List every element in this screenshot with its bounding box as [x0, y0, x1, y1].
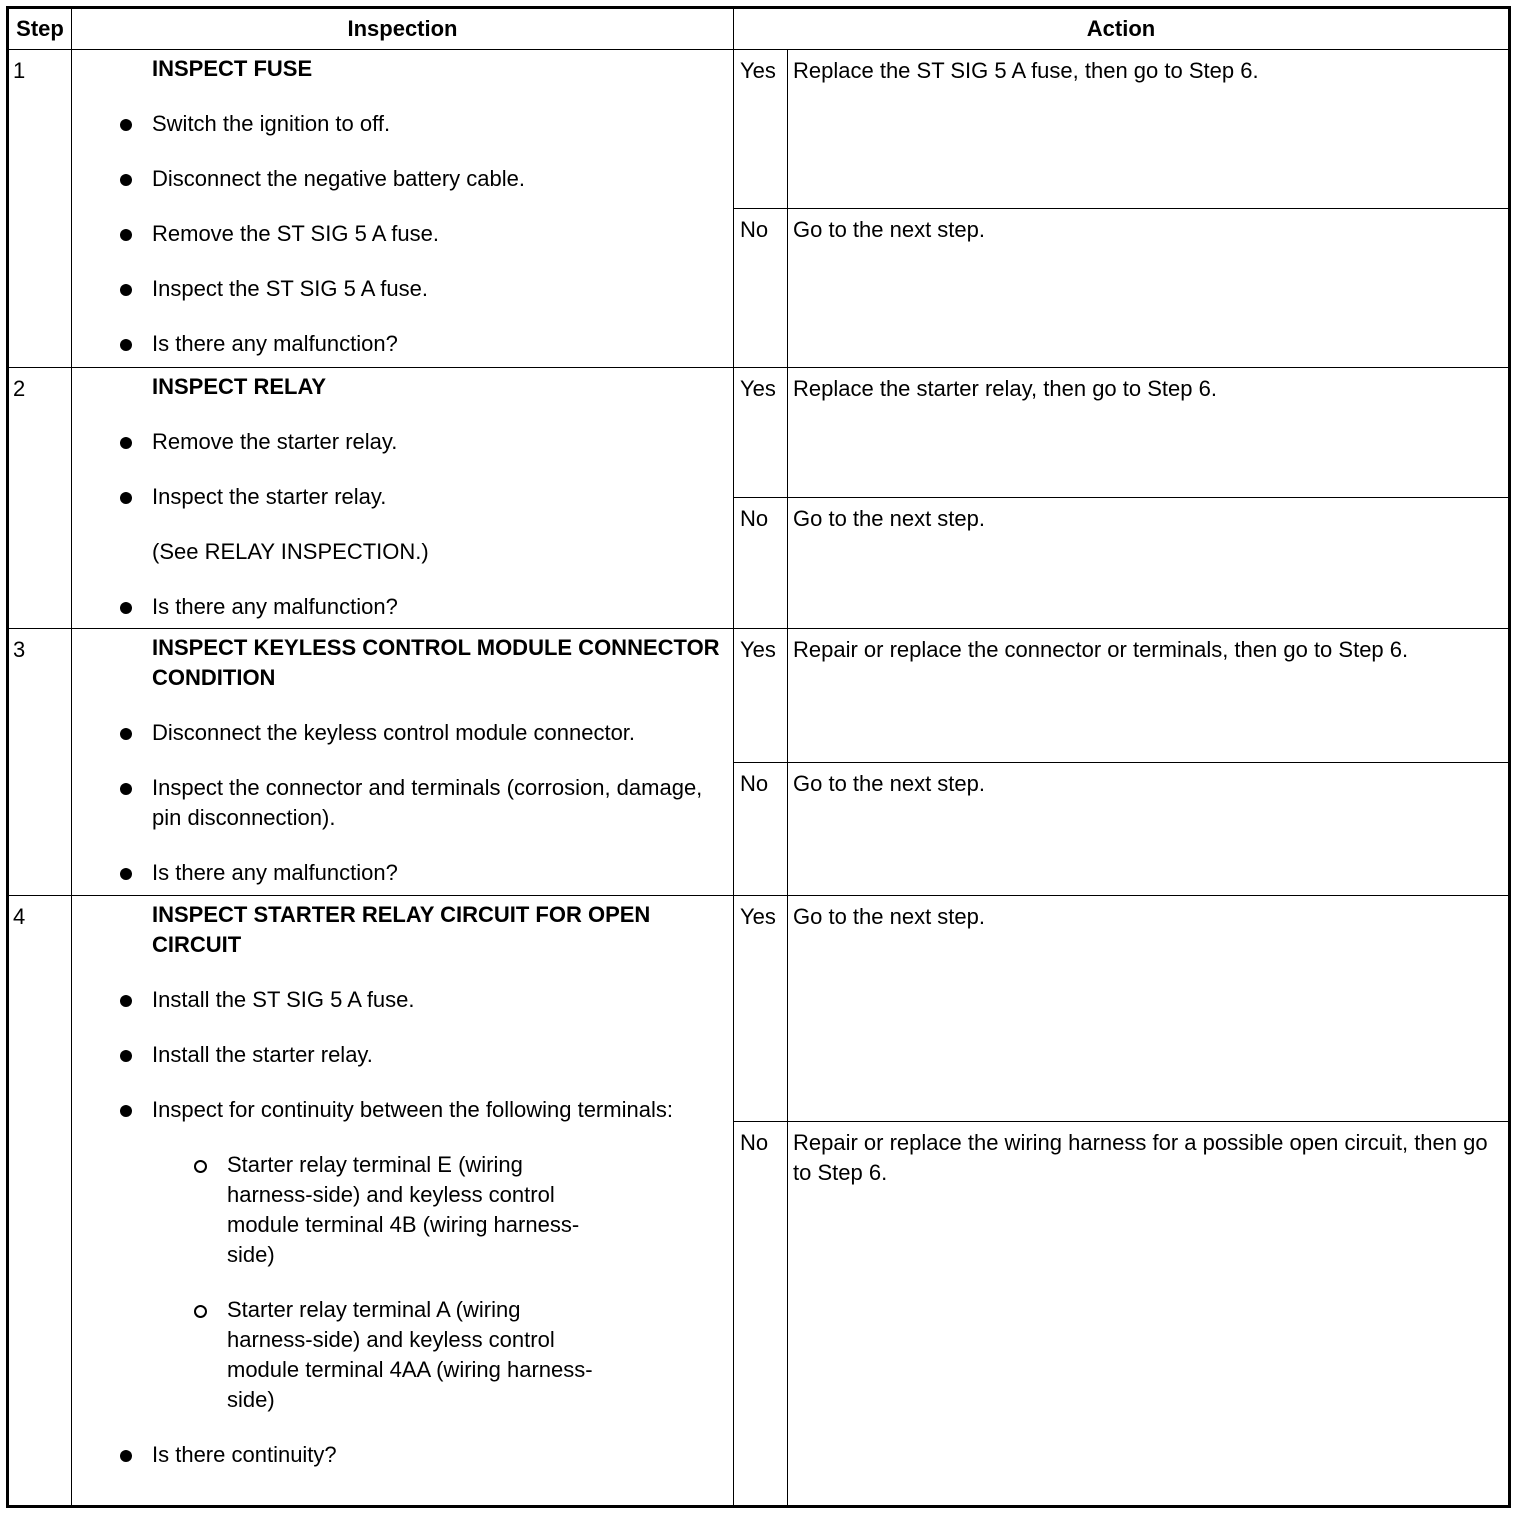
- step-1-no-label: No: [734, 209, 788, 368]
- step-3-yes-label: Yes: [734, 629, 788, 763]
- step-4-bullet: Inspect for continuity between the following terminals:: [152, 1095, 719, 1125]
- diagnostic-table: [6, 6, 1511, 1508]
- step-4-yes-label: Yes: [734, 896, 788, 1122]
- header-action: Action: [734, 8, 1510, 50]
- step-2-title: INSPECT RELAY: [152, 374, 327, 399]
- step-1-yes-row: [8, 50, 1510, 209]
- step-1-title: INSPECT FUSE: [152, 56, 313, 81]
- step-1-number: 1: [8, 50, 72, 368]
- step-4-yes-row: [8, 896, 1510, 1122]
- step-2-bullet: Remove the starter relay.: [152, 427, 719, 457]
- step-4-bullet: Install the starter relay.: [152, 1040, 719, 1070]
- step-3-number: 3: [8, 629, 72, 896]
- step-4-yes-action: Go to the next step.: [788, 896, 1510, 1122]
- step-4-title: INSPECT STARTER RELAY CIRCUIT FOR OPEN CIRCUIT: [152, 902, 651, 957]
- step-3-yes-row: [8, 629, 1510, 763]
- step-1-bullet: Disconnect the negative battery cable.: [152, 164, 719, 194]
- step-1-bullet: Remove the ST SIG 5 A fuse.: [152, 219, 719, 249]
- step-1-yes-label: Yes: [734, 50, 788, 209]
- step-3-title: INSPECT KEYLESS CONTROL MODULE CONNECTOR CONDITION: [152, 635, 720, 690]
- header-row: [8, 8, 1510, 50]
- step-2-no-action: Go to the next step.: [788, 498, 1510, 629]
- step-4-inspection: [72, 896, 734, 1507]
- step-2-no-label: No: [734, 498, 788, 629]
- step-2-note: (See RELAY INSPECTION.): [152, 539, 429, 564]
- step-4-number: 4: [8, 896, 72, 1507]
- step-2-question: Is there any malfunction?: [152, 592, 719, 622]
- step-4-sub-bullet: Starter relay terminal E (wiring harness-side) and keyless control module terminal 4B (wiring harness-side): [227, 1150, 603, 1270]
- step-2-number: 2: [8, 368, 72, 629]
- header-step: Step: [8, 8, 72, 50]
- step-4-question: Is there continuity?: [152, 1440, 719, 1470]
- step-2-yes-action: Replace the starter relay, then go to Step 6.: [788, 368, 1510, 498]
- step-4-no-label: No: [734, 1122, 788, 1507]
- step-3-bullet: Inspect the connector and terminals (corrosion, damage, pin disconnection).: [152, 773, 719, 833]
- step-3-no-action: Go to the next step.: [788, 763, 1510, 896]
- step-4-bullet: Install the ST SIG 5 A fuse.: [152, 985, 719, 1015]
- step-3-no-label: No: [734, 763, 788, 896]
- step-3-inspection: [72, 629, 734, 896]
- step-4-sub-bullet: Starter relay terminal A (wiring harness-side) and keyless control module terminal 4AA (wiring harness-side): [227, 1295, 603, 1415]
- step-3-yes-action: Repair or replace the connector or terminals, then go to Step 6.: [788, 629, 1510, 763]
- step-1-inspection: [72, 50, 734, 368]
- step-2-yes-row: [8, 368, 1510, 498]
- step-1-bullet: Inspect the ST SIG 5 A fuse.: [152, 274, 719, 304]
- step-2-yes-label: Yes: [734, 368, 788, 498]
- step-3-bullet: Disconnect the keyless control module connector.: [152, 718, 719, 748]
- header-inspection: Inspection: [72, 8, 734, 50]
- step-1-question: Is there any malfunction?: [152, 329, 719, 359]
- step-3-question: Is there any malfunction?: [152, 858, 719, 888]
- step-2-inspection: [72, 368, 734, 629]
- step-2-bullet: Inspect the starter relay.: [152, 482, 719, 512]
- step-1-bullet: Switch the ignition to off.: [152, 109, 719, 139]
- step-1-no-action: Go to the next step.: [788, 209, 1510, 368]
- step-4-no-action: Repair or replace the wiring harness for a possible open circuit, then go to Step 6.: [788, 1122, 1510, 1507]
- step-1-yes-action: Replace the ST SIG 5 A fuse, then go to Step 6.: [788, 50, 1510, 209]
